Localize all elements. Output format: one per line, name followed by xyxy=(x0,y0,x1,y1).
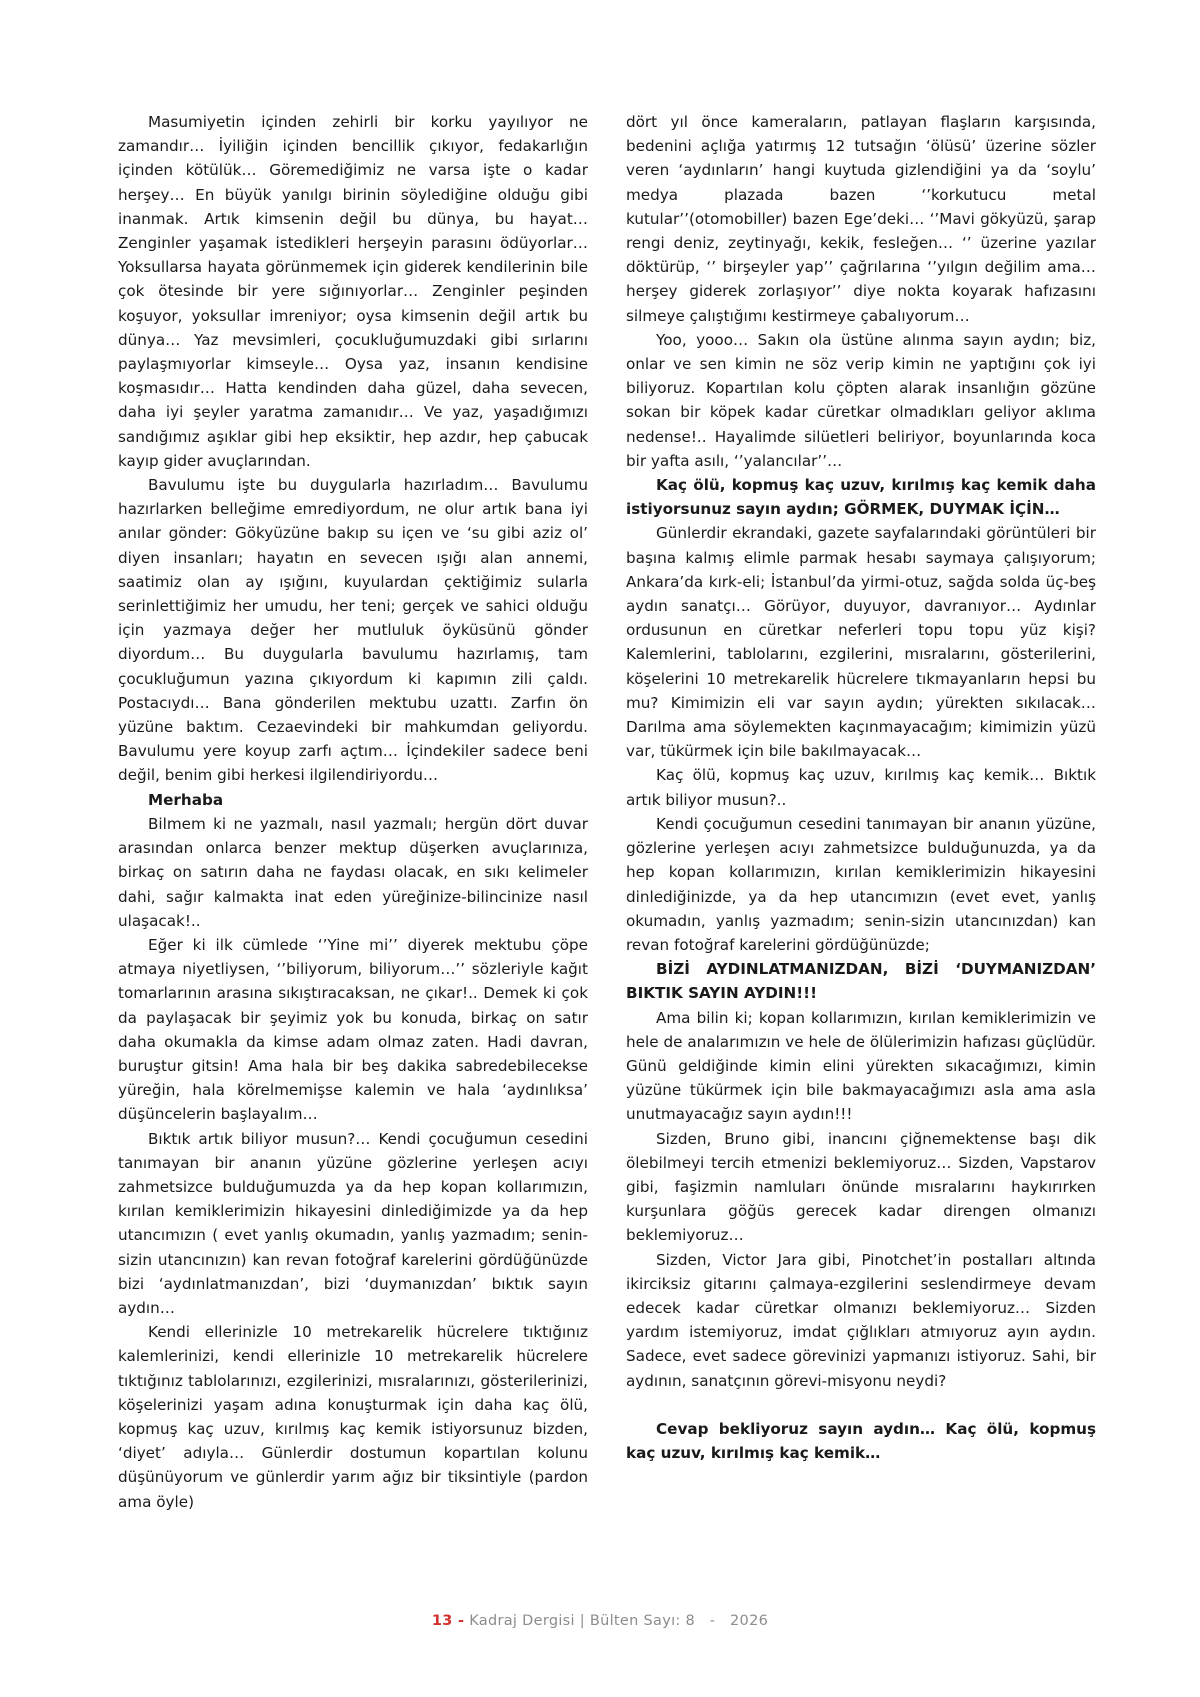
paragraph: Kendi ellerinizle 10 metrekarelik hücrelere tıktığınız kalemlerinizi, kendi ellerinizle 10 metrekarelik hücrelere tıktığınız tablolarınızı, ezgilerinizi, mısralarınızı, gösterilerinizi, köşelerinizi yaşam adına konuşturmak için daha kaç ölü, kopmuş kaç uzuv, kırılmış kaç kemik istiyorsunuz bizden, ‘diyet’ adıyla… Günlerdir dostumun kopartılan kolunu düşünüyorum ve günlerdir yarım ağız bir tiksintiyle (pardon ama öyle) xyxy=(118,1323,588,1511)
paragraph: Ama bilin ki; kopan kollarımızın, kırılan kemiklerimizin ve hele de analarımızın ve hele de ölülerimizin hafızası güçlüdür. Günü geldiğinde kimin elini yürekten sıkacağımızı, kimin yüzüne tükürmek için bile bakmayacağımızı asla ama asla unutmayacağız sayın aydın!!! xyxy=(626,1008,1096,1124)
column-left xyxy=(118,110,588,1595)
page-number: 13 - xyxy=(431,1613,465,1629)
paragraph: Kendi çocuğumun cesedini tanımayan bir ananın yüzüne, gözlerine yerleşen acıyı zahmetsizce bulduğunuzda, ya da hep kopan kollarımızın, kırılan kemiklerimizin hikayesini dinlediğinizde, ya da hep utancımızın (evet evet, yanlış okumadın, yanlış yazmadım; senin-sizin utancınızdan) kan revan fotoğraf karelerini gördüğünüzde; xyxy=(626,814,1096,954)
paragraph: Eğer ki ilk cümlede ‘’Yine mi’’ diyerek mektubu çöpe atmaya niyetliysen, ‘’biliyorum, biliyorum…’’ sözleriyle kağıt tomarlarının arasına sıkıştıracaksan, ne çıkar!.. Demek ki çok da paylaşacak bir şeyimiz yok bu konuda, birkaç on satır daha okumakla da kimse adam olmaz zaten. Hadi davran, buruştur gitsin! Ama hala bir beş dakika sabredebilecekse yüreğin, hala körelmemişse kalemin ve hala ‘aydınlıksa’ düşüncelerin başlayalım… xyxy=(118,935,588,1124)
paragraph: Yoo, yooo… Sakın ola üstüne alınma sayın aydın; biz, onlar ve sen kimin ne söz verip kimin ne yaptığını çok iyi biliyoruz. Kopartılan kolu çöpten alarak insanlığın gözüne sokan bir köpek kadar cüretkar olmadıkları geliyor aklıma nedense!.. Hayalimde silüetleri beliriyor, boyunlarında koca bir yafta asılı, ‘’yalancılar’’… xyxy=(626,330,1096,470)
bold-statement: BİZİ AYDINLATMANIZDAN, BİZİ ‘DUYMANIZDAN’ BIKTIK SAYIN AYDIN!!! xyxy=(626,960,1096,1003)
bold-statement: Kaç ölü, kopmuş kaç uzuv, kırılmış kaç kemik daha istiyorsunuz sayın aydın; GÖRMEK, DUYMAK İÇİN… xyxy=(626,476,1096,519)
closing-statement: Cevap bekliyoruz sayın aydın… Kaç ölü, kopmuş kaç uzuv, kırılmış kaç kemik… xyxy=(626,1419,1096,1462)
paragraph: Kaç ölü, kopmuş kaç uzuv, kırılmış kaç kemik… Bıktık artık biliyor musun?.. xyxy=(626,766,1096,809)
article-body xyxy=(118,110,1096,1595)
paragraph: Bıktık artık biliyor musun?… Kendi çocuğumun cesedini tanımayan bir ananın yüzüne gözlerine yerleşen acıyı zahmetsizce bulduğumuzda ya da hep kopan kollarımızın, kırılan kemiklerimizin hikayesini dinlediğimizde ya da hep utancımızın ( evet yanlış okumadın, yanlış yazmadım; senin-sizin utancınızın) kan revan fotoğraf karelerini gördüğünüzde bizi ‘aydınlatmanızdan’, bizi ‘duymanızdan’ bıktık sayın aydın… xyxy=(118,1129,588,1317)
paragraph: Sizden, Victor Jara gibi, Pinotchet’in postalları altında ikirciksiz gitarını çalmaya-ezgilerini seslendirmeye devam edecek kadar cüretkar olmanızı beklemiyoruz… Sizden yardım istemiyoruz, imdat çığlıkları atmıyoruz ayın aydın. Sadece, evet sadece görevinizi yapmanızı istiyoruz. Sahi, bir aydının, sanatçının görevi-misyonu neydi? xyxy=(626,1250,1096,1390)
page-footer xyxy=(0,1613,1200,1629)
paragraph: Bilmem ki ne yazmalı, nasıl yazmalı; hergün dört duvar arasından onlarca benzer mektup düşerken avuçlarınıza, birkaç on satırın daha ne faydası olacak, en sıkı kelimeler dahi, sağır kalmakta inat eden yüreğinize-bilincinize nasıl ulaşacak!.. xyxy=(118,814,588,930)
publication-info: Kadraj Dergisi | Bülten Sayı: 8 - 2026 xyxy=(469,1613,769,1629)
letter-salutation: Merhaba xyxy=(148,790,224,809)
paragraph: Masumiyetin içinden zehirli bir korku yayılıyor ne zamandır… İyiliğin içinden bencillik çıkıyor, fedakarlığın içinden kötülük… Göremediğimiz ne varsa işte o kadar herşey… En büyük yanılgı birinin söylediğine olduğu gibi inanmak. Artık kimsenin değil bu dünya, bu hayat… Zenginler yaşamak istedikleri herşeyin parasını ödüyorlar… Yoksullarsa hayata görünmemek için giderek kendilerinin bile çok ötesinde bir yere sığınıyorlar… Zenginler peşinden koşuyor, yoksullar imreniyor; oysa kimsenin değil artık bu dünya… Yaz mevsimleri, çocukluğumuzdaki gibi sırlarını paylaşmıyorlar kimseyle… Oysa yaz, insanın kendisine koşmasıdır… Hatta kendinden daha güzel, daha sevecen, daha iyi şeyler yaratma zamanıdır… Ve yaz, yaşadığımızı sandığımız aşıklar gibi hep eksiktir, hep azdır, hep çabucak kayıp gider avuçlarından. xyxy=(118,113,588,470)
paragraph: Bavulumu işte bu duygularla hazırladım… Bavulumu hazırlarken belleğime emrediyordum, ne olur artık bana iyi anılar gönder: Gökyüzüne bakıp su içen ve ‘su gibi aziz ol’ diyen insanları; hayatın en sevecen ışığı alan annemi, saatimiz olan ay ışığını, kuyulardan çektiğimiz sularla serinlettiğimiz her umudu, her teni; gerçek ve sahici olduğu için yazmaya değer her mutluluk öyküsünü gönder diyordum… Bu duygularla bavulumu hazırlamış, tam çocukluğumun yazına çıkıyordum ki kapımın zili çaldı. Postacıydı… Bana gönderilen mektubu uzattı. Zarfın ön yüzüne baktım. Cezaevindeki bir mahkumdan geliyordu. Bavulumu yere koyup zarfı açtım… İçindekiler sadece beni değil, benim gibi herkesi ilgilendiriyordu… xyxy=(118,476,588,785)
paragraph: Sizden, Bruno gibi, inancını çiğnemektense başı dik ölebilmeyi tercih etmenizi beklemiyoruz… Sizden, Vapstarov gibi, faşizmin namluları önünde mısralarını haykırırken kurşunlara göğüs gerecek kadar direngen olmanızı beklemiyoruz… xyxy=(626,1129,1096,1245)
column-right xyxy=(626,110,1096,1595)
paragraph: dört yıl önce kameraların, patlayan flaşların karşısında, bedenini açlığa yatırmış 12 tutsağın ‘ölüsü’ üzerine sözler veren ‘aydınların’ hangi kuytuda gizlendiğini ya da ‘soylu’ medya plazada bazen ‘’korkutucu metal kutular’’(otomobiller) bazen Ege’deki… ‘’Mavi gökyüzü, şarap rengi deniz, zeytinyağı, kekik, fesleğen… ‘’ üzerine yazılar döktürüp, ‘’ birşeyler yap’’ çağrılarına ‘’yılgın değilim ama… herşey giderek zorlaşıyor’’ diye nokta koyarak hafızasını silmeye çalıştığımı kestirmeye çabalıyorum… xyxy=(626,113,1096,325)
paragraph: Günlerdir ekrandaki, gazete sayfalarındaki görüntüleri bir başına kalmış elimle parmak hesabı saymaya çalışıyorum; Ankara’da kırk-eli; İstanbul’da yirmi-otuz, sağda solda üç-beş aydın sanatçı… Görüyor, duyuyor, davranıyor… Aydınlar ordusunun en cüretkar neferleri topu topu yüz kişi? Kalemlerini, tablolarını, ezgilerini, mısralarını, gösterilerini, köşelerini 10 metrekarelik hücrelere tıkmayanların hepsi bu mu? Kimimizin eli var sayın aydın; yürekten sıkılacak… Darılma ama söylemekten kaçınmayacağım; kimimizin yüzü var, tükürmek için bile bakılmayacak… xyxy=(626,524,1096,761)
